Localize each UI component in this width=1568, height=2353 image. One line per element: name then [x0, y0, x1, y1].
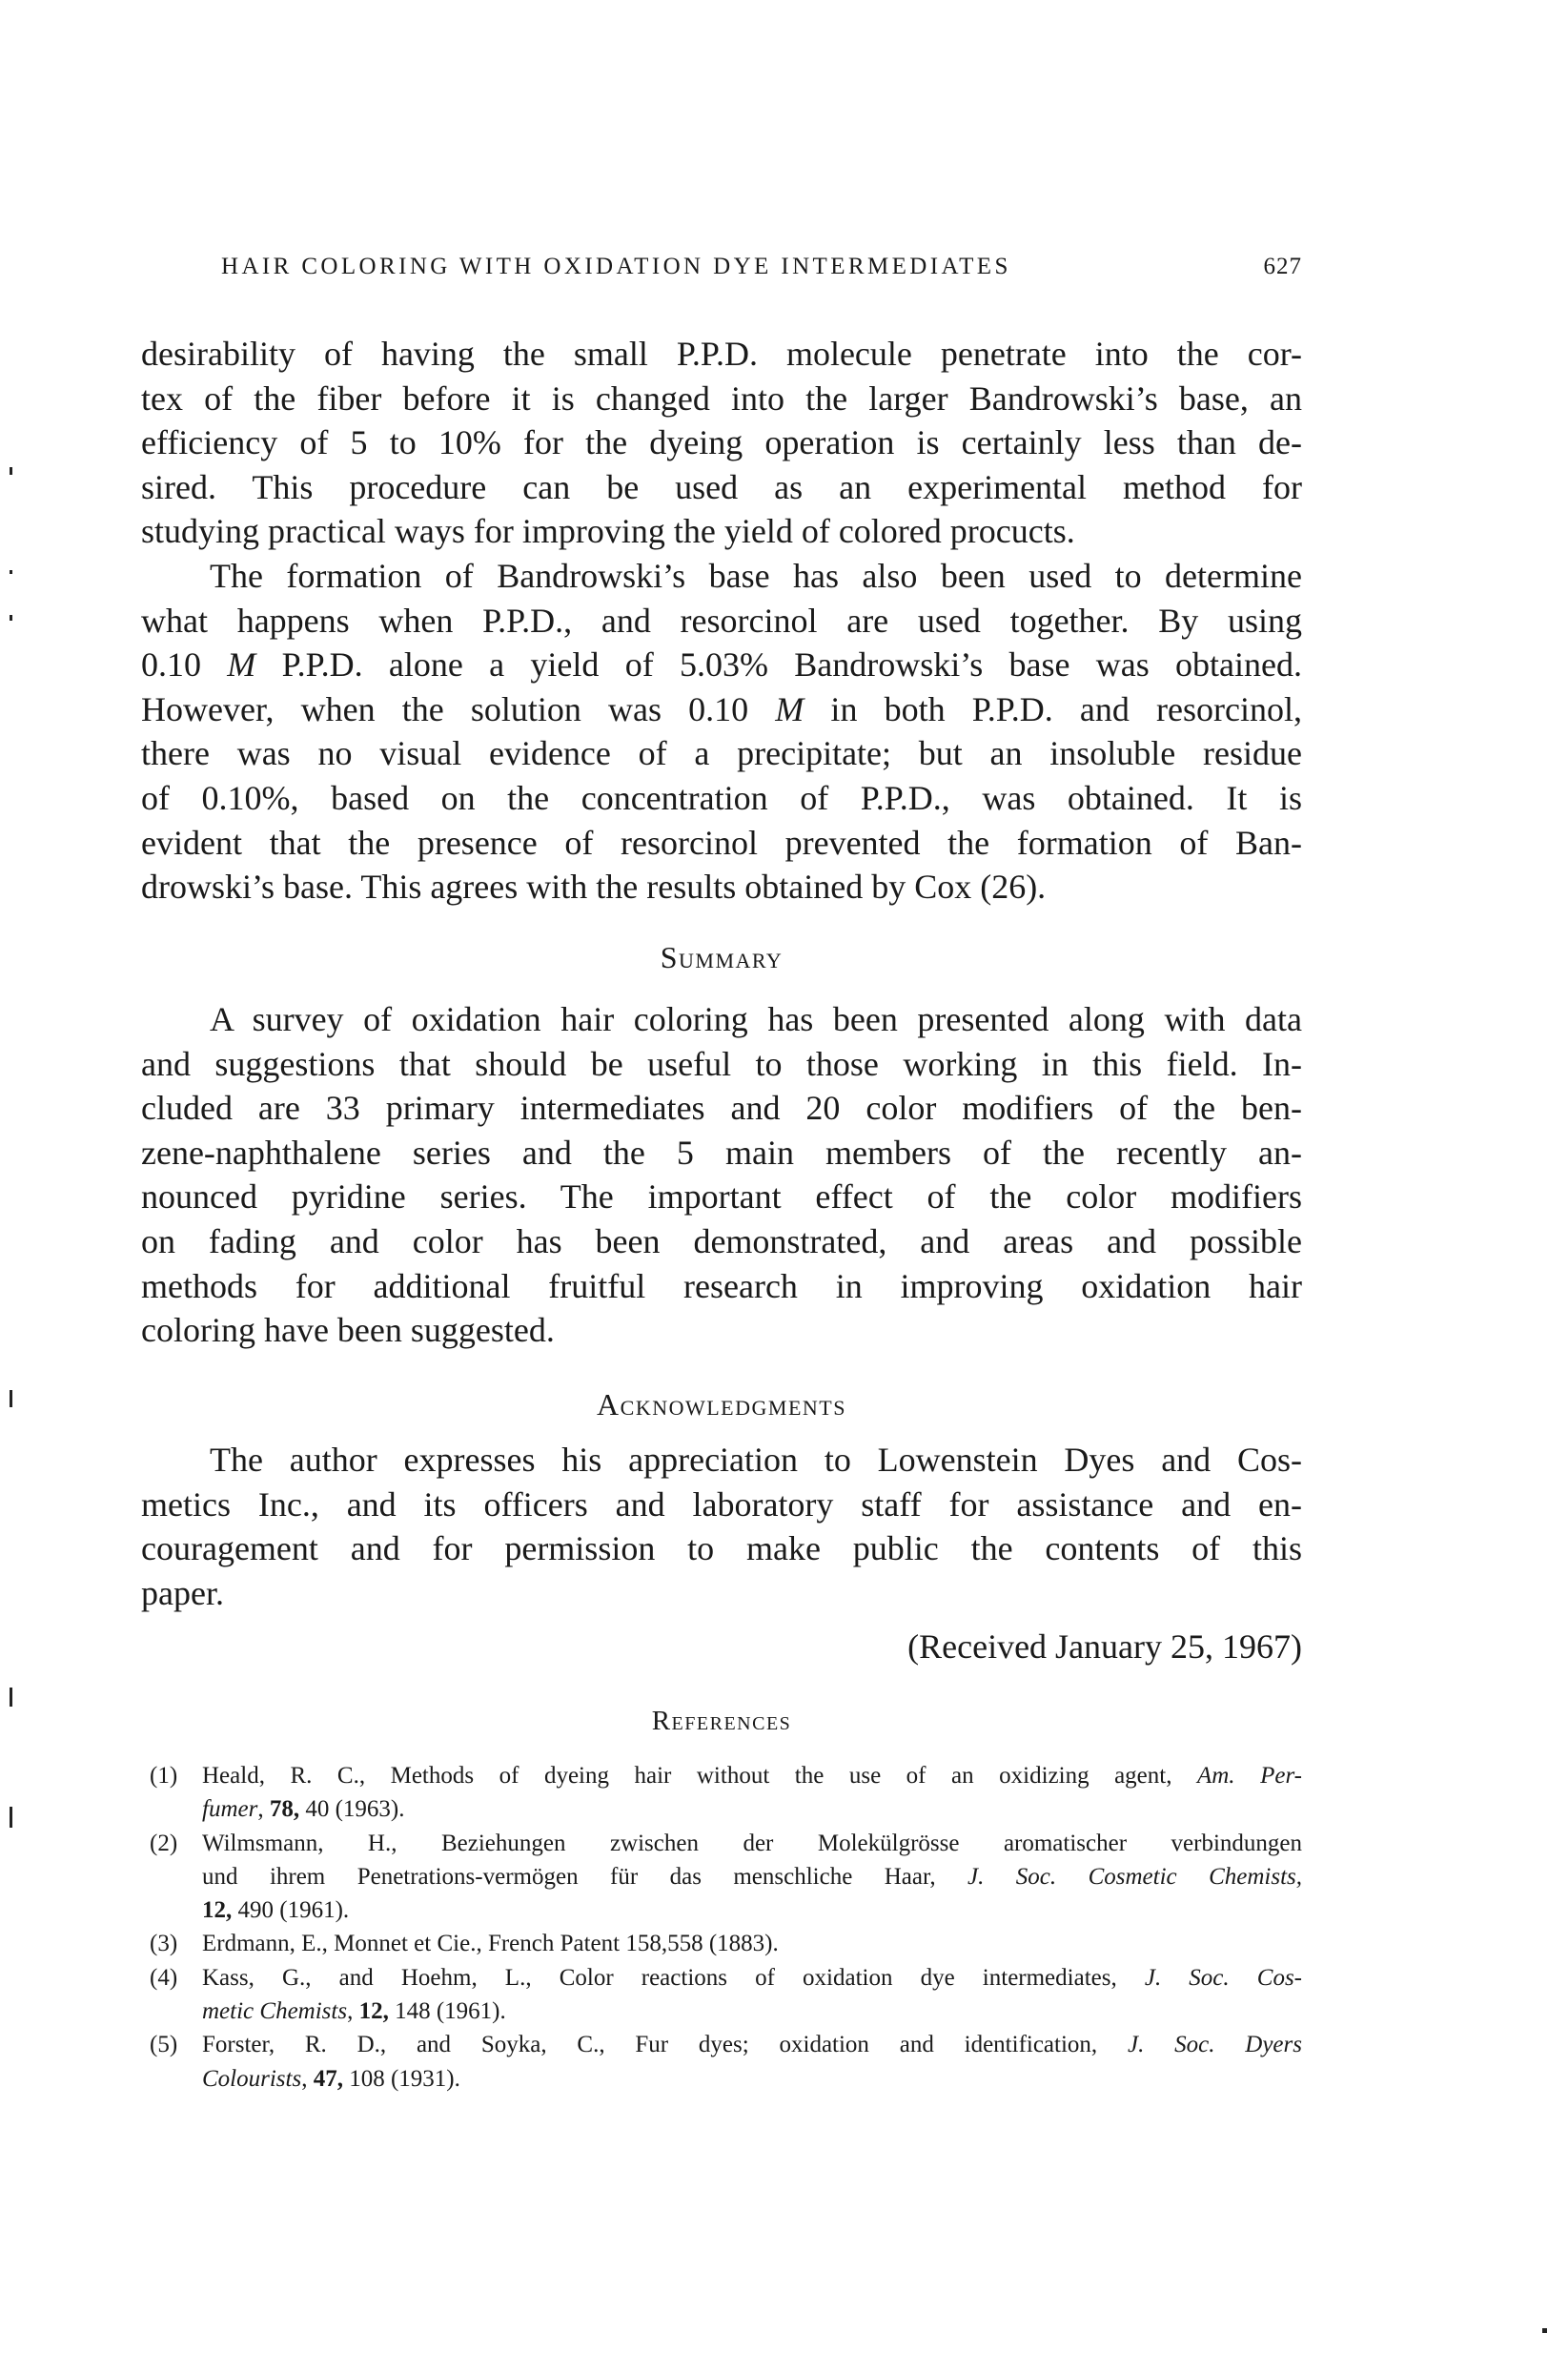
text-line [141, 420, 1302, 465]
italic-segment: J. Soc. Dyers [1127, 2032, 1302, 2058]
text-segment: in both P.P.D. and resorcinol, [804, 689, 1302, 728]
text-line [141, 509, 1302, 554]
text-line [202, 1860, 1302, 1893]
text-line [202, 1927, 1302, 1960]
text-line [141, 1483, 1302, 1527]
scan-artifact [1542, 2328, 1547, 2333]
text-line [202, 1893, 1302, 1927]
text-segment: what happens when P.P.D., and resorcinol are used together. By using [141, 601, 1302, 640]
italic-segment: M [227, 645, 256, 685]
italic-segment: Am. Per- [1196, 1763, 1302, 1789]
reference-item [150, 2028, 1302, 2096]
italic-segment: J. Soc. Cos- [1144, 1964, 1302, 1991]
running-title: HAIR COLORING WITH OXIDATION DYE INTERMEDIATES [221, 254, 1011, 279]
text-line [202, 2028, 1302, 2061]
scan-artifact [10, 570, 12, 574]
references-list [150, 1759, 1302, 2096]
text-line [141, 776, 1302, 821]
body-text [141, 332, 1302, 910]
text-line [141, 1219, 1302, 1264]
text-segment: there was no visual evidence of a precipitate; but an insoluble residue [141, 734, 1302, 773]
reference-number: (4) [150, 1964, 178, 1991]
text-segment: P.P.D. alone a yield of 5.03% Bandrowski’s base was obtained. [255, 645, 1303, 685]
text-segment: of 0.10%, based on the concentration of P.P.D., was obtained. It is [141, 778, 1302, 817]
text-segment: paper. [141, 1573, 224, 1612]
text-segment: , [257, 1796, 270, 1823]
scan-artifact [10, 615, 12, 621]
text-segment: cluded are 33 primary intermediates and 20 color modifiers of the ben- [141, 1089, 1302, 1128]
summary-paragraph [141, 997, 1302, 1353]
text-line [141, 1526, 1302, 1571]
received-date: (Received January 25, 1967) [907, 1627, 1302, 1666]
scan-artifact [10, 467, 12, 475]
reference-number: (5) [150, 2032, 178, 2058]
reference-item [150, 1827, 1302, 1928]
reference-number: (1) [150, 1763, 178, 1789]
text-line [141, 687, 1302, 732]
text-line [202, 1827, 1302, 1860]
text-segment: zene-naphthalene series and the 5 main members of the recently an- [141, 1133, 1302, 1172]
bold-segment: 78, [269, 1796, 300, 1823]
text-line [141, 1308, 1302, 1353]
text-segment: 108 (1931). [342, 2065, 460, 2092]
text-segment: 148 (1961). [388, 1998, 506, 2025]
text-segment: 490 (1961). [232, 1897, 350, 1924]
text-segment: , [347, 1998, 359, 2025]
text-line [202, 1759, 1302, 1792]
text-segment: coloring have been suggested. [141, 1311, 555, 1350]
references-heading: References [651, 1706, 792, 1736]
text-line [141, 332, 1302, 377]
text-segment: tex of the fiber before it is changed into the larger Bandrowski’s base, an [141, 379, 1302, 418]
text-segment: on fading and color has been demonstrated, and areas and possible [141, 1221, 1302, 1260]
text-line [202, 1961, 1302, 1995]
text-line [141, 1131, 1302, 1176]
text-line [202, 1792, 1302, 1826]
text-segment: Wilmsmann, H., Beziehungen zwischen der Molekülgrösse aromatischer verbindungen [202, 1830, 1302, 1856]
running-header [141, 250, 1302, 284]
summary-heading: Summary [660, 940, 784, 974]
text-line [141, 1571, 1302, 1616]
text-segment: nounced pyridine series. The important effect of the color modifiers [141, 1177, 1302, 1217]
text-segment: efficiency of 5 to 10% for the dyeing operation is certainly less than de- [141, 423, 1302, 462]
scan-artifact [10, 1807, 12, 1828]
text-segment: evident that the presence of resorcinol prevented the formation of Ban- [141, 823, 1302, 862]
text-segment: metics Inc., and its officers and laboratory staff for assistance and en- [141, 1484, 1302, 1524]
text-segment: 40 (1963). [299, 1796, 405, 1823]
text-segment: couragement and for permission to make public the contents of this [141, 1529, 1302, 1568]
text-segment: sired. This procedure can be used as an experimental method for [141, 467, 1302, 506]
page-number: 627 [1263, 254, 1302, 279]
text-segment: desirability of having the small P.P.D. molecule penetrate into the cor- [141, 335, 1302, 373]
text-line [141, 997, 1302, 1042]
reference-item [150, 1961, 1302, 2029]
text-segment: Erdmann, E., Monnet et Cie., French Patent 158,558 (1883). [202, 1931, 779, 1957]
text-segment: Forster, R. D., and Soyka, C., Fur dyes; oxidation and identification, [202, 2032, 1128, 2058]
text-segment: studying practical ways for improving the yield of colored procucts. [141, 512, 1075, 551]
reference-number: (3) [150, 1931, 178, 1957]
reference-item [150, 1759, 1302, 1827]
italic-segment: fumer [202, 1796, 258, 1823]
text-segment: Kass, G., and Hoehm, L., Color reactions of oxidation dye intermediates, [202, 1964, 1145, 1991]
text-line [202, 2062, 1302, 2096]
scan-artifact [10, 1390, 12, 1407]
bold-segment: 12, [358, 1998, 389, 2025]
text-segment: The author expresses his appreciation to Lowenstein Dyes and Cos- [210, 1441, 1302, 1479]
text-line [141, 1438, 1302, 1483]
text-line [141, 599, 1302, 644]
italic-segment: J. Soc. Cosmetic Chemists, [967, 1863, 1302, 1890]
text-segment: Heald, R. C., Methods of dyeing hair without the use of an oxidizing agent, [202, 1763, 1197, 1789]
italic-segment: Colourists [202, 2065, 302, 2092]
text-segment: and suggestions that should be useful to those working in this field. In- [141, 1044, 1302, 1083]
italic-segment: M [775, 689, 804, 728]
text-line [141, 643, 1302, 687]
text-segment: methods for additional fruitful research in improving oxidation hair [141, 1266, 1302, 1305]
acknowledgments-paragraph [141, 1438, 1302, 1615]
text-segment: , [301, 2065, 314, 2092]
text-line [202, 1995, 1302, 2028]
text-line [141, 1264, 1302, 1309]
text-segment: The formation of Bandrowski’s base has also been used to determine [210, 556, 1302, 595]
bold-segment: 12, [202, 1897, 233, 1924]
text-line [141, 731, 1302, 776]
reference-number: (2) [150, 1830, 178, 1856]
text-line [141, 1086, 1302, 1131]
text-line [141, 465, 1302, 510]
text-line [141, 377, 1302, 421]
acknowledgments-heading: Acknowledgments [597, 1387, 846, 1422]
scan-artifact [10, 1688, 12, 1707]
text-line [141, 865, 1302, 910]
text-segment: und ihrem Penetrations-vermögen für das menschliche Haar, [202, 1863, 968, 1890]
italic-segment: metic Chemists [202, 1998, 348, 2025]
text-line [141, 554, 1302, 599]
reference-item [150, 1927, 1302, 1960]
text-segment: drowski’s base. This agrees with the results obtained by Cox (26). [141, 868, 1047, 907]
text-line [141, 1175, 1302, 1219]
text-segment: A survey of oxidation hair coloring has been presented along with data [210, 1000, 1302, 1038]
text-segment: 0.10 [141, 645, 228, 685]
text-line [141, 821, 1302, 866]
text-segment: However, when the solution was 0.10 [141, 689, 776, 728]
text-line [141, 1042, 1302, 1087]
bold-segment: 47, [313, 2065, 343, 2092]
